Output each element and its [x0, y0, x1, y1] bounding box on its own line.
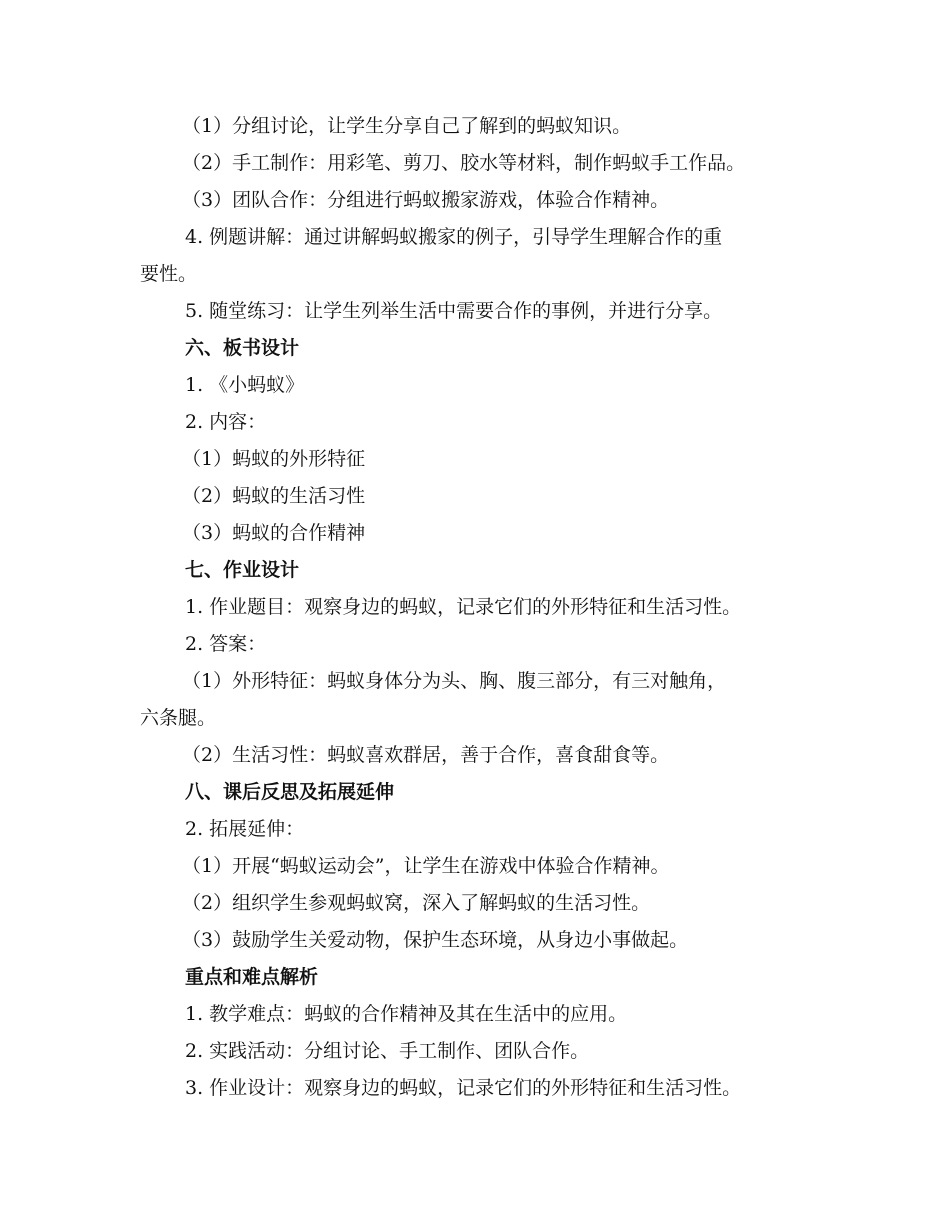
paragraph-line: 1. 《小蚂蚁》: [185, 374, 305, 396]
paragraph-line: （2）组织学生参观蚂蚁窝，深入了解蚂蚁的生活习性。: [182, 892, 651, 914]
paragraph-line: 2. 拓展延伸：: [185, 818, 305, 840]
paragraph-line: 1. 教学难点：蚂蚁的合作精神及其在生活中的应用。: [185, 1003, 628, 1025]
paragraph-line: 六条腿。: [140, 707, 217, 729]
section-heading: 重点和难点解析: [185, 966, 319, 988]
paragraph-line: 要性。: [140, 263, 198, 285]
paragraph-line: （2）手工制作：用彩笔、剪刀、胶水等材料，制作蚂蚁手工作品。: [182, 152, 746, 174]
paragraph-line: （1）分组讨论，让学生分享自己了解到的蚂蚁知识。: [182, 115, 632, 137]
paragraph-line: （1）开展“蚂蚁运动会”，让学生在游戏中体验合作精神。: [182, 855, 670, 877]
section-heading: 六、板书设计: [185, 337, 300, 359]
paragraph-line: 1. 作业题目：观察身边的蚂蚁，记录它们的外形特征和生活习性。: [185, 596, 742, 618]
paragraph-line: 2. 答案：: [185, 633, 267, 655]
paragraph-line: （3）鼓励学生关爱动物，保护生态环境，从身边小事做起。: [182, 929, 689, 951]
paragraph-line: （3）蚂蚁的合作精神: [182, 522, 366, 544]
paragraph-line: 3. 作业设计：观察身边的蚂蚁，记录它们的外形特征和生活习性。: [185, 1077, 742, 1099]
paragraph-line: （1）蚂蚁的外形特征: [182, 448, 366, 470]
section-heading: 七、作业设计: [185, 559, 300, 581]
section-heading: 八、课后反思及拓展延伸: [185, 781, 395, 803]
paragraph-line: （2）生活习性：蚂蚁喜欢群居，善于合作，喜食甜食等。: [182, 744, 670, 766]
paragraph-line: 2. 实践活动：分组讨论、手工制作、团队合作。: [185, 1040, 590, 1062]
paragraph-line: （2）蚂蚁的生活习性: [182, 485, 366, 507]
paragraph-line: 4. 例题讲解：通过讲解蚂蚁搬家的例子，引导学生理解合作的重: [185, 226, 723, 248]
paragraph-line: （3）团队合作：分组进行蚂蚁搬家游戏，体验合作精神。: [182, 189, 670, 211]
paragraph-line: 2. 内容：: [185, 411, 267, 433]
paragraph-line: （1）外形特征：蚂蚁身体分为头、胸、腹三部分，有三对触角，: [182, 670, 727, 692]
paragraph-line: 5. 随堂练习：让学生列举生活中需要合作的事例，并进行分享。: [185, 300, 723, 322]
